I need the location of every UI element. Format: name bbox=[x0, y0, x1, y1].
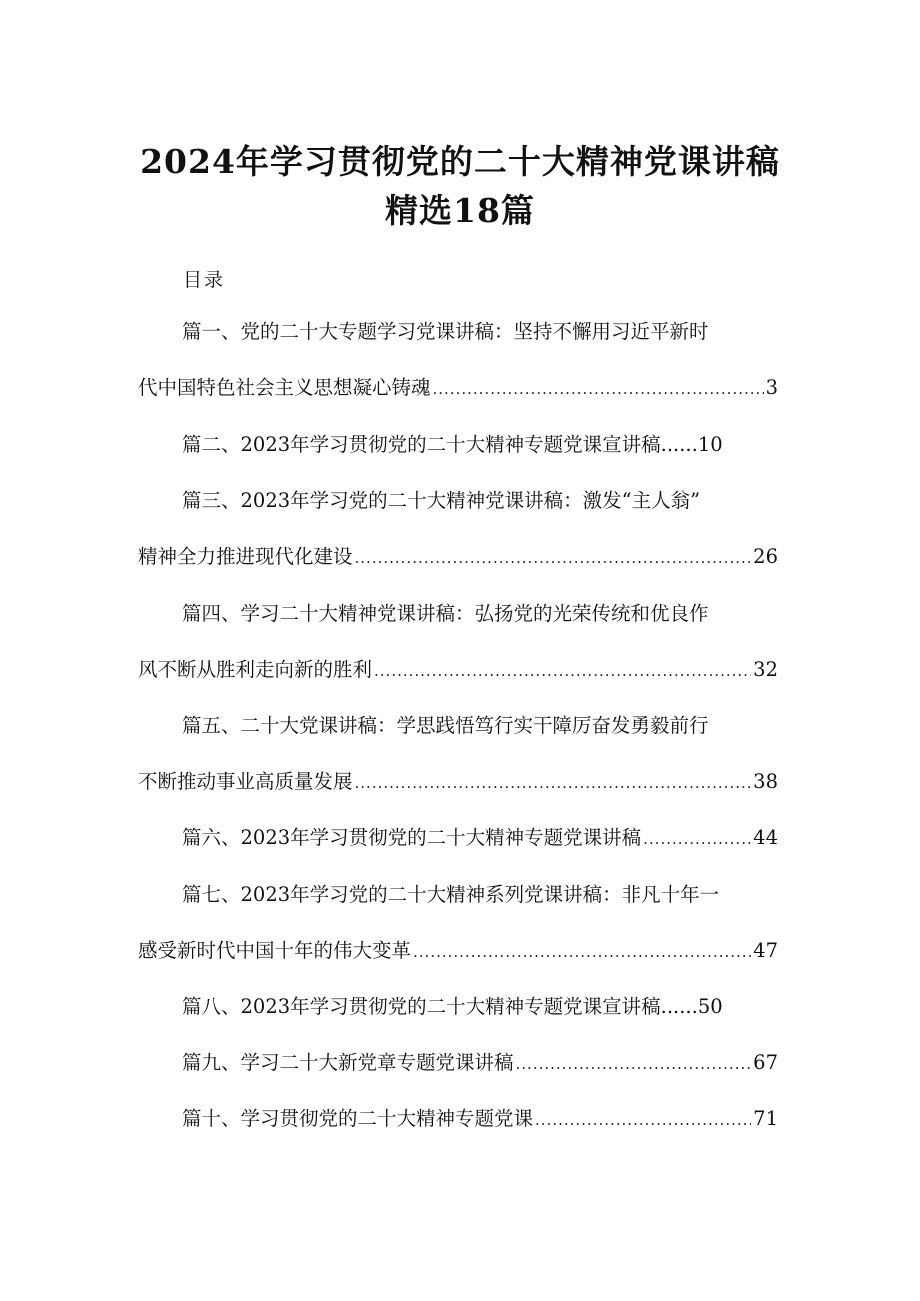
toc-page-number: 10 bbox=[697, 433, 723, 456]
toc-page-number: 50 bbox=[697, 995, 723, 1018]
document-title-line1: 2024年学习贯彻党的二十大精神党课讲稿 bbox=[140, 142, 780, 181]
toc-page-number: 3 bbox=[765, 376, 778, 399]
toc-page-number: 67 bbox=[753, 1051, 778, 1074]
toc-entry-title: 篇八、2023年学习贯彻党的二十大精神专题党课宣讲稿...... bbox=[182, 995, 698, 1018]
toc-entry-5-line1[interactable]: 篇五、二十大党课讲稿：学思践悟笃行实干障厉奋发勇毅前行 bbox=[182, 714, 709, 737]
toc-entry-title: 篇二、2023年学习贯彻党的二十大精神专题党课宣讲稿...... bbox=[182, 433, 698, 456]
toc-page-number: 71 bbox=[753, 1107, 778, 1130]
toc-page-number: 47 bbox=[753, 939, 778, 962]
toc-page-number: 26 bbox=[753, 545, 778, 568]
toc-entry-2[interactable] bbox=[182, 432, 723, 458]
document-title-line2: 精选18篇 bbox=[385, 191, 535, 230]
toc-heading: 目录 bbox=[183, 269, 226, 291]
toc-leader-dots bbox=[433, 376, 764, 402]
toc-leader-dots bbox=[535, 1107, 751, 1133]
toc-entry-6[interactable] bbox=[182, 825, 778, 852]
toc-entry-title: 感受新时代中国十年的伟大变革 bbox=[138, 939, 412, 962]
toc-entry-3-line2[interactable] bbox=[138, 544, 778, 571]
toc-entry-7-line1[interactable]: 篇七、2023年学习党的二十大精神系列党课讲稿：非凡十年一 bbox=[182, 883, 720, 906]
toc-leader-dots bbox=[355, 545, 752, 571]
toc-entry-3-line1[interactable]: 篇三、2023年学习党的二十大精神党课讲稿：激发“主人翁” bbox=[182, 489, 701, 512]
toc-page-number: 32 bbox=[753, 658, 778, 681]
toc-entry-10[interactable] bbox=[182, 1106, 778, 1133]
toc-page-number: 38 bbox=[753, 770, 778, 793]
toc-entry-1-line2[interactable] bbox=[138, 375, 778, 402]
toc-entry-title: 精神全力推进现代化建设 bbox=[138, 545, 353, 568]
toc-entry-4-line2[interactable] bbox=[138, 657, 778, 684]
toc-entry-title: 不断推动事业高质量发展 bbox=[138, 770, 353, 793]
toc-page-number: 44 bbox=[753, 826, 778, 849]
toc-entry-title: 代中国特色社会主义思想凝心铸魂 bbox=[138, 376, 431, 399]
toc-entry-7-line2[interactable] bbox=[138, 938, 778, 965]
toc-entry-title: 篇十、学习贯彻党的二十大精神专题党课 bbox=[182, 1107, 534, 1130]
toc-entry-1-line1[interactable]: 篇一、党的二十大专题学习党课讲稿：坚持不懈用习近平新时 bbox=[182, 320, 709, 343]
toc-leader-dots bbox=[413, 939, 751, 965]
toc-entry-4-line1[interactable]: 篇四、学习二十大精神党课讲稿：弘扬党的光荣传统和优良作 bbox=[182, 602, 709, 625]
toc-entry-8[interactable] bbox=[182, 994, 723, 1020]
toc-leader-dots bbox=[516, 1051, 752, 1077]
toc-entry-title: 风不断从胜利走向新的胜利 bbox=[138, 658, 373, 681]
toc-entry-title: 篇六、2023年学习贯彻党的二十大精神专题党课讲稿 bbox=[182, 826, 642, 849]
toc-leader-dots bbox=[374, 658, 751, 684]
toc-entry-title: 篇九、学习二十大新党章专题党课讲稿 bbox=[182, 1051, 514, 1074]
toc-leader-dots bbox=[643, 826, 751, 852]
toc-leader-dots bbox=[355, 770, 752, 796]
toc-entry-9[interactable] bbox=[182, 1050, 778, 1077]
toc-entry-5-line2[interactable] bbox=[138, 769, 778, 796]
